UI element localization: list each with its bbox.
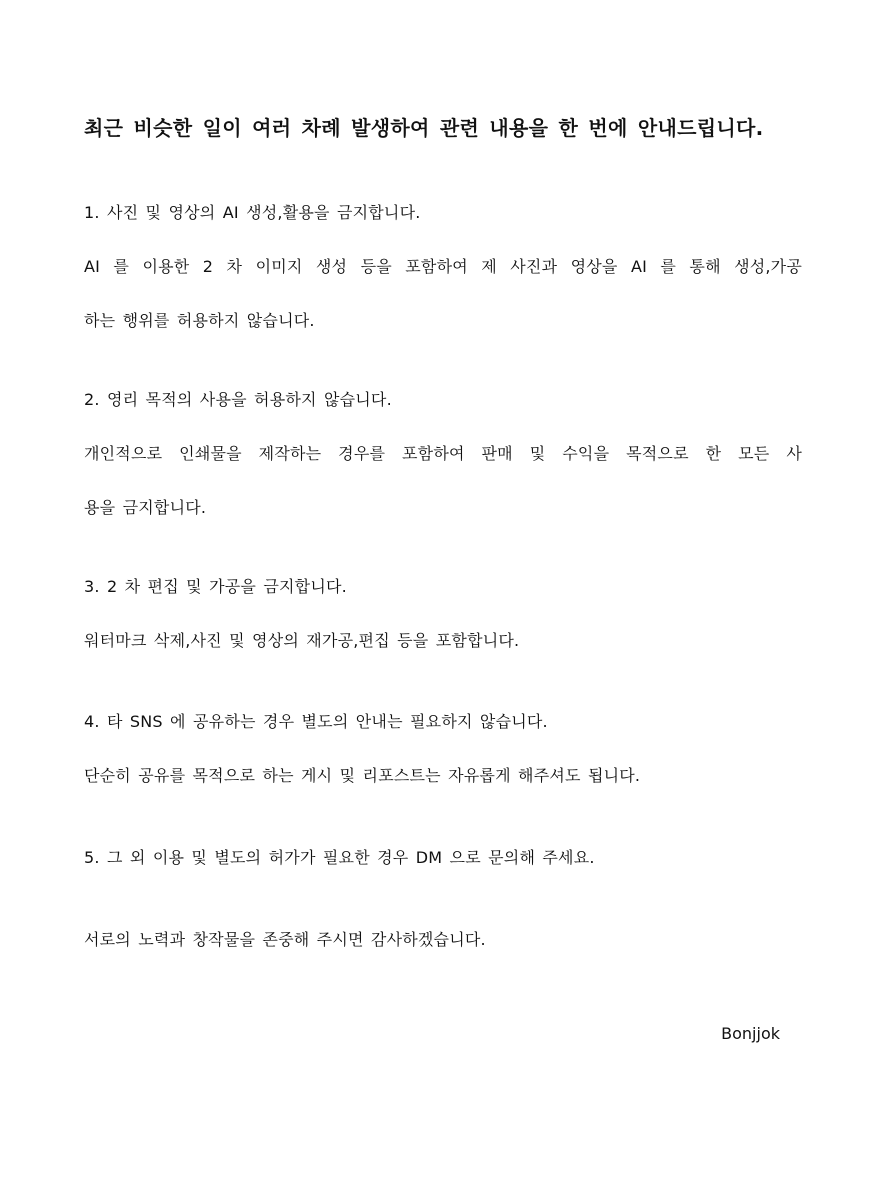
- section-5-heading: 5. 그 외 이용 및 별도의 허가가 필요한 경우 DM 으로 문의해 주세요.: [84, 848, 595, 867]
- section-3-heading: 3. 2 차 편집 및 가공을 금지합니다.: [84, 577, 347, 596]
- section-2-line-2: 용을 금지합니다.: [84, 498, 207, 517]
- section-1-line-1: AI 를 이용한 2 차 이미지 생성 등을 포함하여 제 사진과 영상을 AI 를 통해 생성,가공: [84, 257, 802, 276]
- section-3-line-1: 워터마크 삭제,사진 및 영상의 재가공,편집 등을 포함합니다.: [84, 631, 520, 650]
- section-4-line-1: 단순히 공유를 목적으로 하는 게시 및 리포스트는 자유롭게 해주셔도 됩니다.: [84, 766, 641, 785]
- section-2-heading: 2. 영리 목적의 사용을 허용하지 않습니다.: [84, 390, 392, 409]
- closing-message: 서로의 노력과 창작물을 존중해 주시면 감사하겠습니다.: [84, 930, 486, 949]
- signature: Bonjjok: [721, 1024, 780, 1043]
- section-2-line-1: 개인적으로 인쇄물을 제작하는 경우를 포함하여 판매 및 수익을 목적으로 한 모든 사: [84, 444, 802, 463]
- section-1-line-2: 하는 행위를 허용하지 않습니다.: [84, 311, 315, 330]
- notice-title: 최근 비슷한 일이 여러 차례 발생하여 관련 내용을 한 번에 안내드립니다.: [84, 116, 764, 140]
- section-1-heading: 1. 사진 및 영상의 AI 생성,활용을 금지합니다.: [84, 203, 421, 222]
- section-4-heading: 4. 타 SNS 에 공유하는 경우 별도의 안내는 필요하지 않습니다.: [84, 712, 548, 731]
